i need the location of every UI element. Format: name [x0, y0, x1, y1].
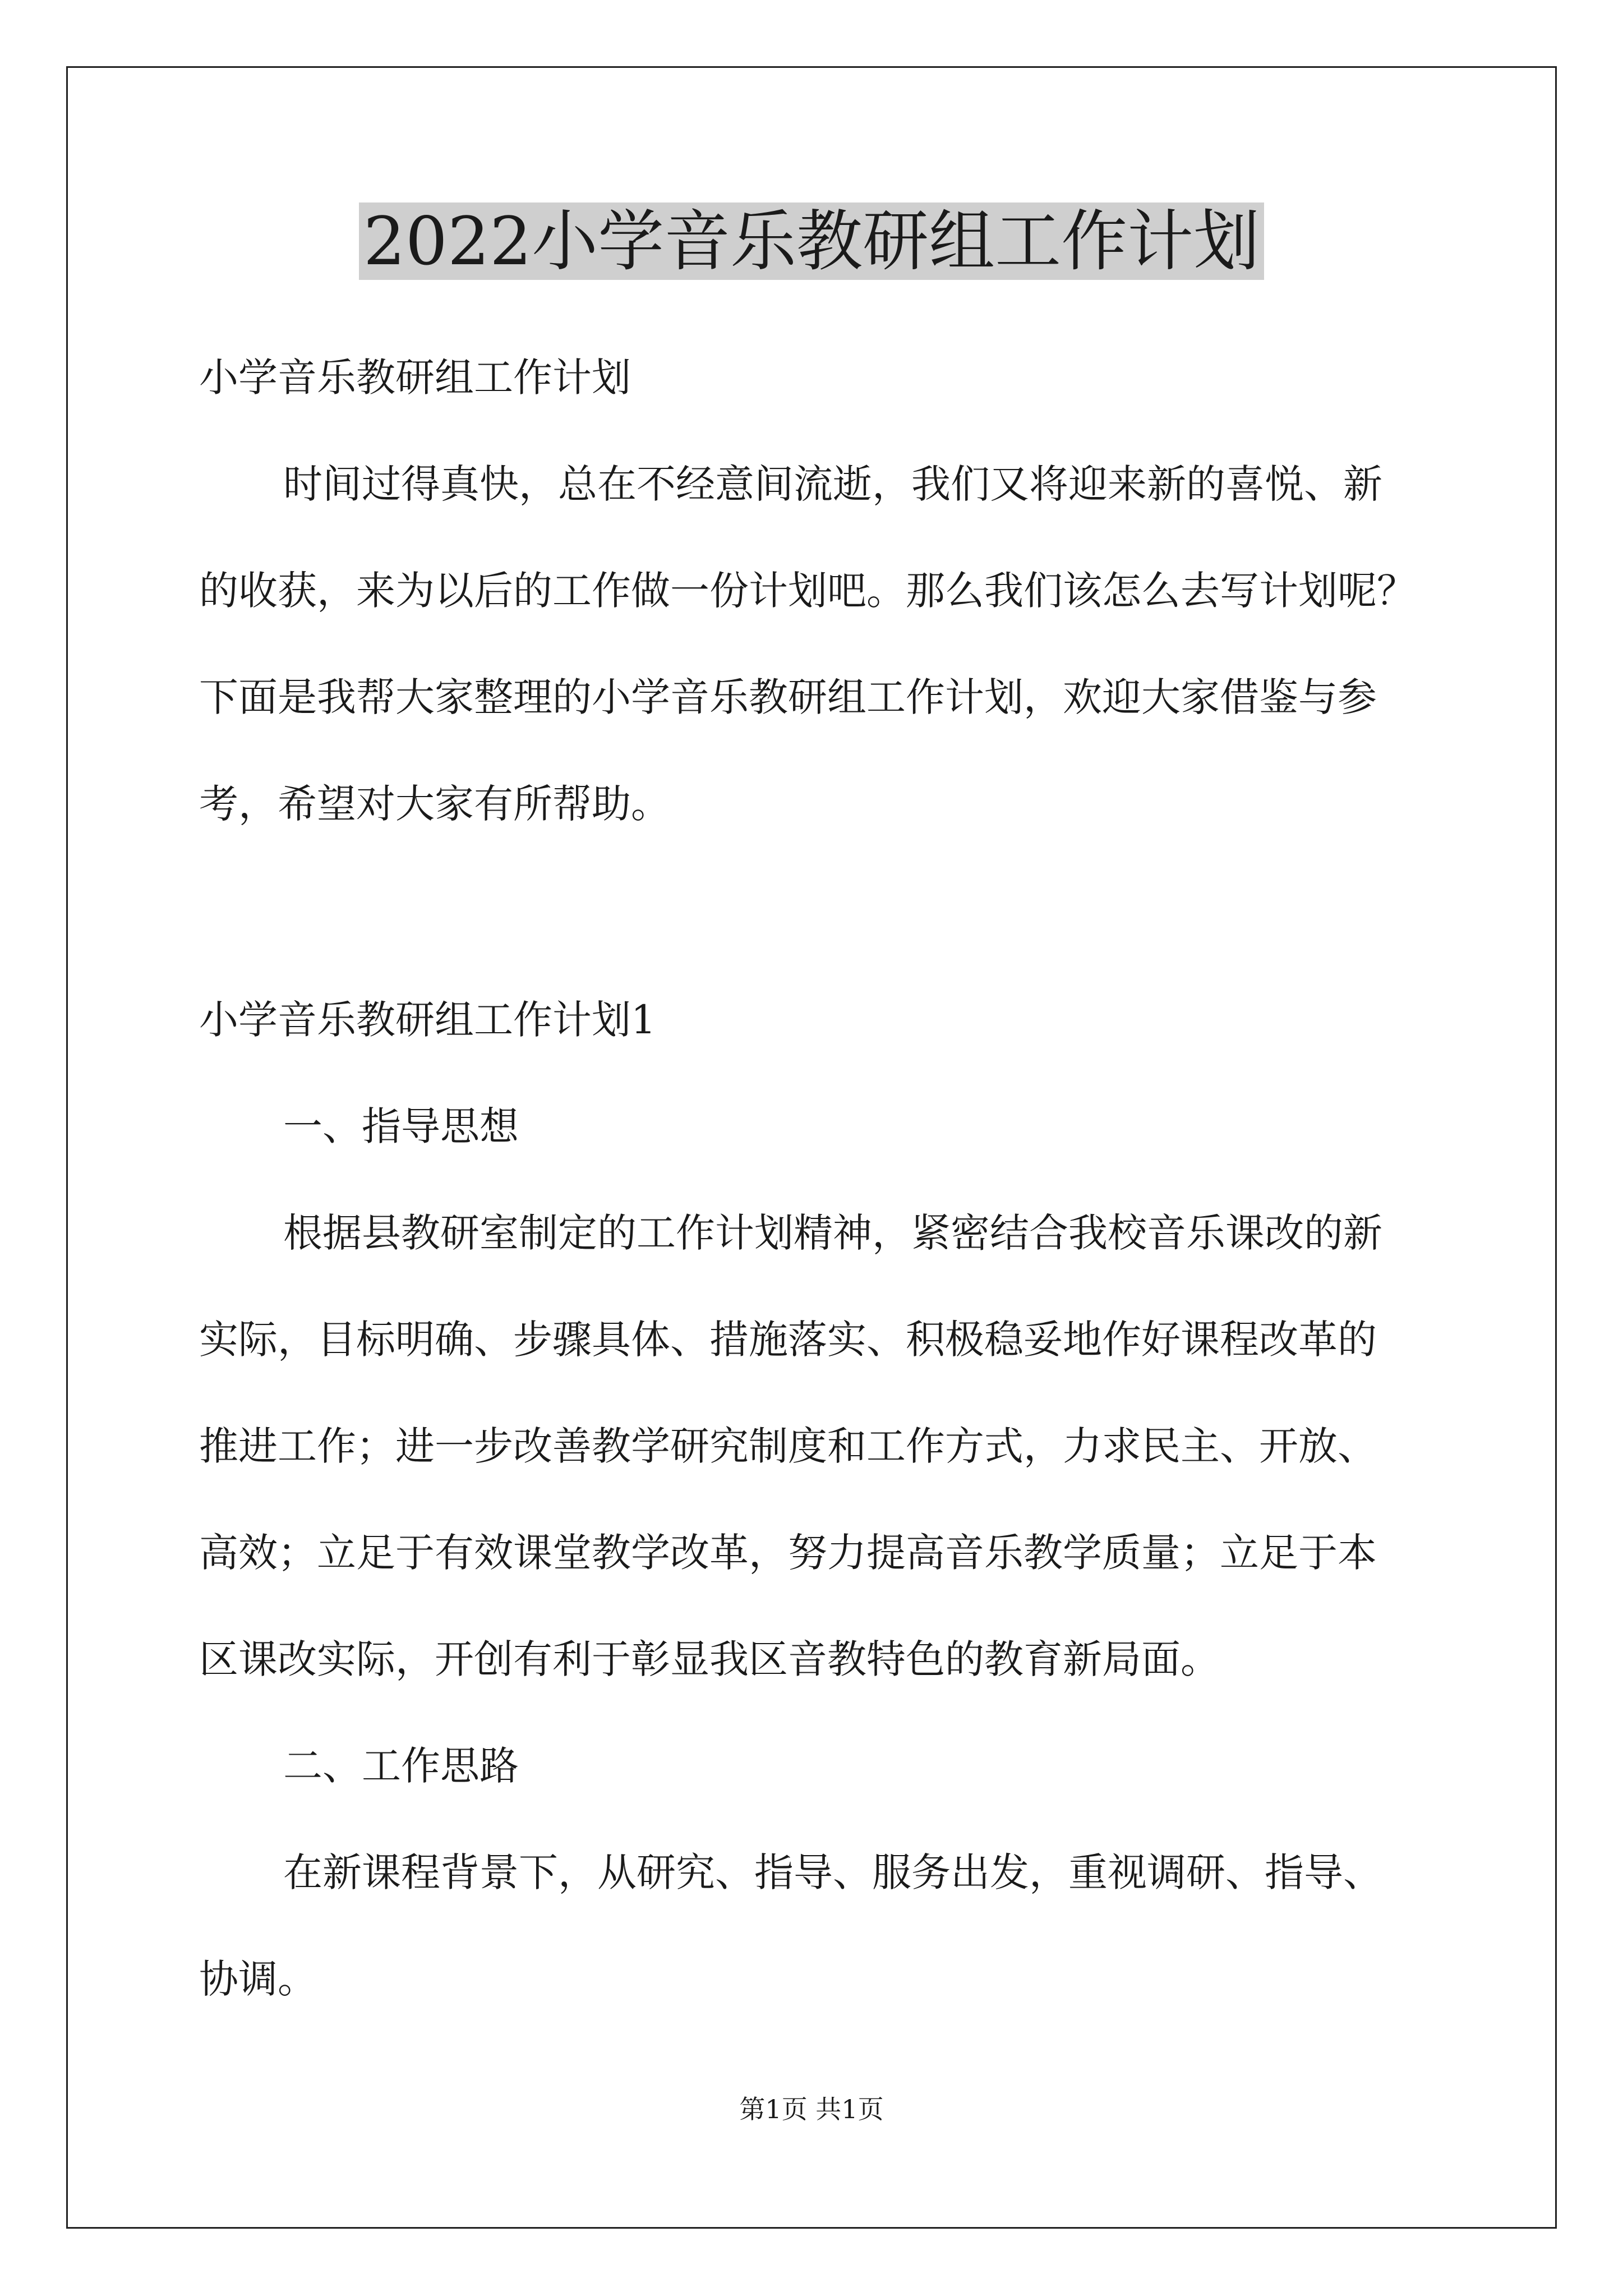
- intro-line-1: 时间过得真快，总在不经意间流逝，我们又将迎来新的喜悦、新: [283, 461, 1382, 507]
- document-title-text: 2022小学音乐教研组工作计划: [359, 203, 1264, 280]
- intro-line-3: 下面是我帮大家整理的小学音乐教研组工作计划，欢迎大家借鉴与参: [199, 674, 1377, 720]
- subtitle: 小学音乐教研组工作计划: [199, 355, 631, 401]
- document-title: [0, 199, 1623, 283]
- part1-line-1: 根据县教研室制定的工作计划精神，紧密结合我校音乐课改的新: [283, 1210, 1382, 1256]
- intro-line-4: 考，希望对大家有所帮助。: [199, 781, 670, 827]
- part2-heading: 二、工作思路: [283, 1743, 519, 1789]
- part2-line-2: 协调。: [199, 1956, 317, 2002]
- part1-heading: 一、指导思想: [283, 1103, 519, 1149]
- page-footer: 第1页 共1页: [739, 2094, 884, 2124]
- part1-line-4: 高效；立足于有效课堂教学改革，努力提高音乐教学质量；立足于本: [199, 1530, 1377, 1576]
- part2-line-1: 在新课程背景下，从研究、指导、服务出发，重视调研、指导、: [283, 1849, 1382, 1895]
- part1-line-2: 实际，目标明确、步骤具体、措施落实、积极稳妥地作好课程改革的: [199, 1317, 1377, 1363]
- section-heading: 小学音乐教研组工作计划1: [199, 997, 656, 1043]
- intro-line-2: 的收获，来为以后的工作做一份计划吧。那么我们该怎么去写计划呢？: [199, 568, 1416, 614]
- part1-line-3: 推进工作；进一步改善教学研究制度和工作方式，力求民主、开放、: [199, 1423, 1377, 1469]
- part1-line-5: 区课改实际，开创有利于彰显我区音教特色的教育新局面。: [199, 1636, 1220, 1682]
